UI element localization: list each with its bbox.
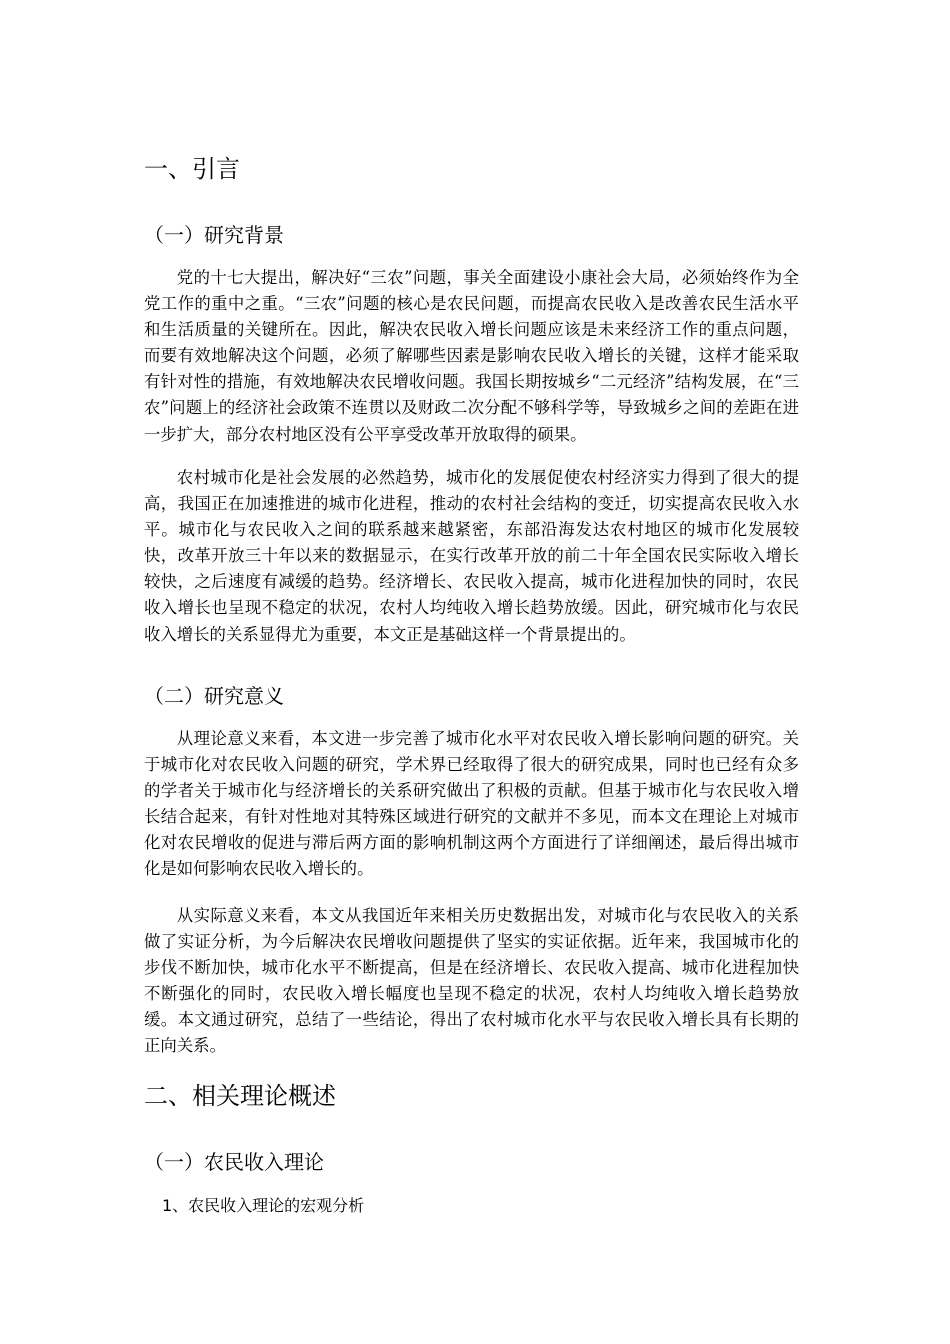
paragraph-background-1: 党的十七大提出，解决好“三农”问题，事关全面建设小康社会大局，必须始终作为全党工作的重中之重。“三农”问题的核心是农民问题，而提高农民收入是改善农民生活水平和生活质量的关键所在。因此，解决农民收入增长问题应该是未来经济工作的重点问题，而要有效地解决这个问题，必须了解哪些因素是影响农民收入增长的关键，这样才能采取有针对性的措施，有效地解决农民增收问题。我国长期按城乡“二元经济”结构发展，在“三农”问题上的经济社会政策不连贯以及财政二次分配不够科学等，导致城乡之间的差距在进一步扩大，部分农村地区没有公平享受改革开放取得的硕果。 — [144, 268, 799, 444]
paragraph-significance-2: 从实际意义来看，本文从我国近年来相关历史数据出发，对城市化与农民收入的关系做了实证分析，为今后解决农民增收问题提供了坚实的实证依据。近年来，我国城市化的步伐不断加快，城市化水平不断提高，但是在经济增长、农民收入提高、城市化进程加快不断强化的同时，农民收入增长幅度也呈现不稳定的状况，农村人均纯收入增长趋势放缓。本文通过研究，总结了一些结论，得出了农村城市化水平与农民收入增长具有长期的正向关系。 — [144, 906, 799, 1056]
subsection-heading-background: （一）研究背景 — [144, 223, 284, 247]
section-heading-theory-overview: 二、相关理论概述 — [144, 1082, 336, 1110]
subsubsection-heading-macro-analysis: 1、农民收入理论的宏观分析 — [162, 1196, 365, 1215]
subsection-heading-farmer-income-theory: （一）农民收入理论 — [144, 1150, 324, 1174]
subsection-heading-significance: （二）研究意义 — [144, 684, 284, 708]
section-heading-introduction: 一、引言 — [144, 155, 240, 183]
paragraph-significance-1: 从理论意义来看，本文进一步完善了城市化水平对农民收入增长影响问题的研究。关于城市化对农民收入问题的研究，学术界已经取得了很大的研究成果，同时也已经有众多的学者关于城市化与经济增长的关系研究做出了积极的贡献。但基于城市化与农民收入增长结合起来，有针对性地对其特殊区域进行研究的文献并不多见，而本文在理论上对城市化对农民增收的促进与滞后两方面的影响机制这两个方面进行了详细阐述，最后得出城市化是如何影响农民收入增长的。 — [144, 729, 799, 879]
paragraph-background-2: 农村城市化是社会发展的必然趋势，城市化的发展促使农村经济实力得到了很大的提高，我国正在加速推进的城市化进程，推动的农村社会结构的变迁，切实提高农民收入水平。城市化与农民收入之间的联系越来越紧密，东部沿海发达农村地区的城市化发展较快，改革开放三十年以来的数据显示，在实行改革开放的前二十年全国农民实际收入增长较快，之后速度有减缓的趋势。经济增长、农民收入提高，城市化进程加快的同时，农民收入增长也呈现不稳定的状况，农村人均纯收入增长趋势放缓。因此，研究城市化与农民收入增长的关系显得尤为重要，本文正是基础这样一个背景提出的。 — [144, 468, 799, 644]
